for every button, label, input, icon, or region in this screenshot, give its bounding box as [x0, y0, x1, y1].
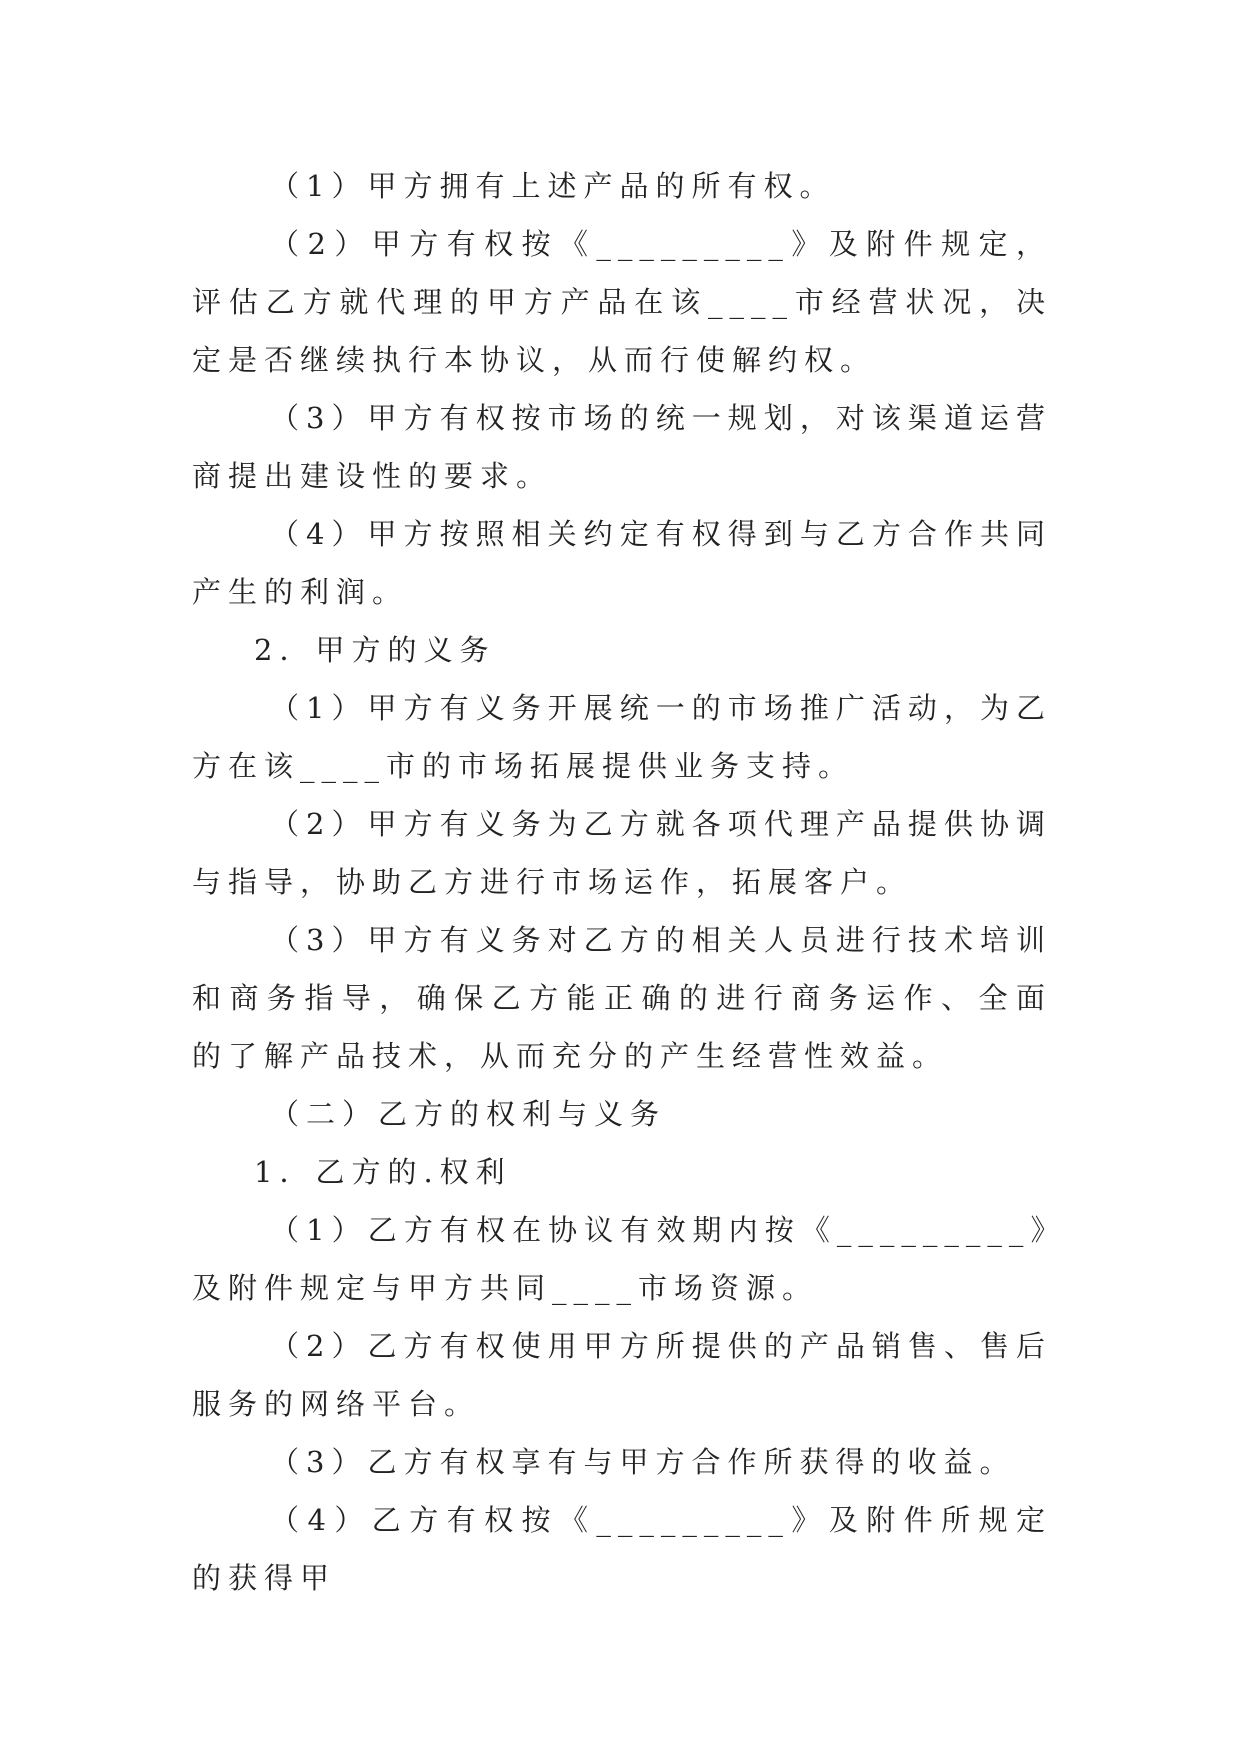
- section-heading: 1．乙方的.权利: [254, 1155, 512, 1189]
- paragraph: （4）乙方有权按《_________》及附件所规定的获得甲: [192, 1503, 1052, 1595]
- paragraph: （3）甲方有权按市场的统一规划，对该渠道运营商提出建设性的要求。: [192, 401, 1052, 493]
- document-body: [192, 157, 1052, 1607]
- paragraph: （2）乙方有权使用甲方所提供的产品销售、售后服务的网络平台。: [192, 1329, 1052, 1421]
- paragraph: （2）甲方有权按《_________》及附件规定，评估乙方就代理的甲方产品在该____市经营状况，决定是否继续执行本协议，从而行使解约权。: [192, 227, 1052, 377]
- section-heading: 2．甲方的义务: [254, 633, 496, 667]
- paragraph: （1）乙方有权在协议有效期内按《_________》及附件规定与甲方共同____市场资源。: [192, 1213, 1052, 1305]
- paragraph: （3）乙方有权享有与甲方合作所获得的收益。: [270, 1445, 1016, 1479]
- paragraph: （3）甲方有义务对乙方的相关人员进行技术培训和商务指导，确保乙方能正确的进行商务运作、全面的了解产品技术，从而充分的产生经营性效益。: [192, 923, 1052, 1073]
- paragraph: （4）甲方按照相关约定有权得到与乙方合作共同产生的利润。: [192, 517, 1052, 609]
- section-heading: （二）乙方的权利与义务: [270, 1097, 667, 1131]
- paragraph: （1）甲方拥有上述产品的所有权。: [270, 169, 836, 203]
- paragraph: （2）甲方有义务为乙方就各项代理产品提供协调与指导，协助乙方进行市场运作，拓展客户。: [192, 807, 1052, 899]
- paragraph: （1）甲方有义务开展统一的市场推广活动，为乙方在该____市的市场拓展提供业务支持。: [192, 691, 1052, 783]
